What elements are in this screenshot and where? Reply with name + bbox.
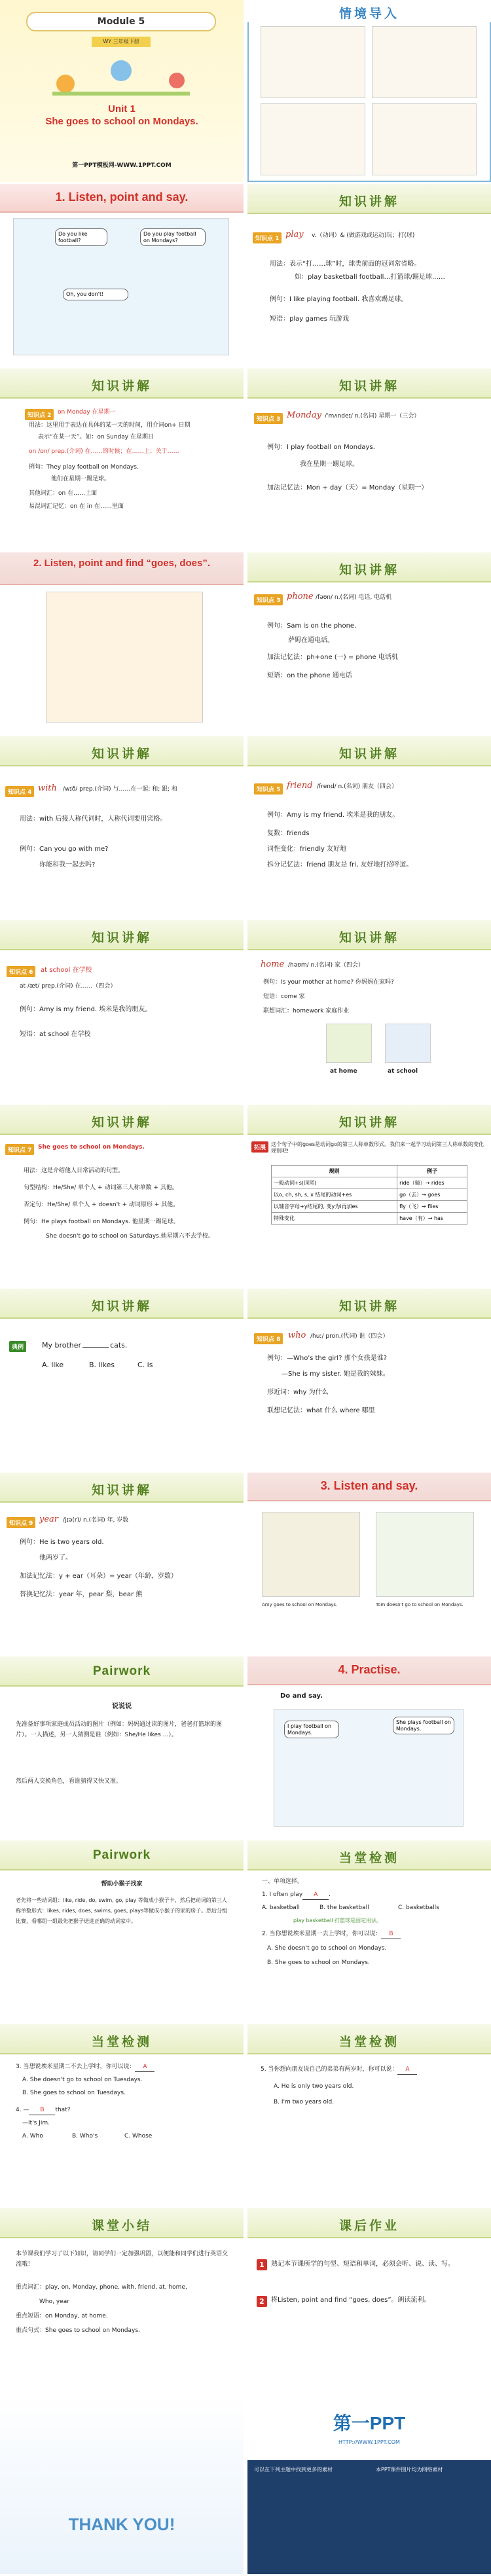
info-right-heading: 本PPT课件图片均为网络素材 bbox=[376, 2467, 443, 2473]
phonetic-definition: /wɪð/ prep.(介词) 与……在一起; 和; 跟; 和 bbox=[63, 786, 178, 793]
q2-option-a[interactable]: A. She doesn't go to school on Mondays. bbox=[267, 1945, 387, 1952]
q1-option-a[interactable]: A. basketball bbox=[262, 1905, 300, 1911]
word-definition: at /æt/ prep.(介词) 在……（四会） bbox=[20, 983, 117, 990]
extension-intro: 这个句子中的goes是动词go的第三人称单数形式。我们来一起学习动词第三人称单数的变化规则吧! bbox=[271, 1141, 484, 1154]
phrase-line: 短语：play games 玩游戏 bbox=[270, 315, 350, 323]
question-2 bbox=[262, 1931, 401, 1939]
caption-amy: Amy goes to school on Mondays. bbox=[262, 1602, 338, 1607]
brand-info-panel bbox=[247, 2460, 491, 2574]
usage-line: 用法：这是介绍他人日常活动的句型。 bbox=[24, 1168, 124, 1174]
example-cell: go（去）→ goes bbox=[397, 1189, 467, 1201]
brand-name: 第一PPT bbox=[333, 2413, 406, 2433]
info-left-heading: 可以在下列主题中找到更多的素材 bbox=[254, 2467, 333, 2473]
slide-title: 2. Listen, point and find “goes, does”. bbox=[33, 558, 210, 569]
option-a[interactable]: A. like bbox=[42, 1361, 64, 1369]
question-text: My brother bbox=[42, 1341, 82, 1350]
slide-title: 知识讲解 bbox=[338, 380, 399, 393]
usage-line: 用法：with 后接人称代词时，人称代词要用宾格。 bbox=[20, 815, 167, 823]
module-title: Module 5 bbox=[26, 12, 216, 31]
q3-option-a[interactable]: A. She doesn't go to school on Tuesdays. bbox=[22, 2077, 143, 2083]
homework-item-1: 熟记本节课所学的句型、短语和单词，必须会听、说、读、写。 bbox=[271, 2261, 454, 2268]
rule-header: 规则 bbox=[272, 1166, 397, 1177]
slide-knowledge-at-school[interactable] bbox=[0, 920, 244, 1102]
speech-bubble-2: Do you play football on Mondays? bbox=[140, 228, 206, 246]
lesson-title: She goes to school on Mondays. bbox=[45, 116, 198, 127]
key-sentence: She goes to school on Mondays. bbox=[38, 1144, 145, 1151]
slide-knowledge-2[interactable] bbox=[0, 368, 244, 550]
slide-knowledge-with[interactable] bbox=[0, 736, 244, 918]
activity-subtitle: 说说说 bbox=[112, 1703, 132, 1710]
negative-line: 否定句：He/She/ 单个人 + doesn't + 动词原形 + 其他。 bbox=[24, 1202, 179, 1208]
key-sentence-line: 重点句式：She goes to school on Mondays. bbox=[16, 2327, 140, 2334]
slide-knowledge-year[interactable] bbox=[0, 1473, 244, 1655]
example-tag: 典例 bbox=[9, 1341, 26, 1352]
phonetic-definition: /jɪə(r)/ n.(名词) 年, 岁数 bbox=[63, 1517, 129, 1524]
slide-title: 知识讲解 bbox=[338, 747, 399, 761]
key-words-line-2: Who, year bbox=[39, 2299, 69, 2305]
memory-tip: 加法记忆法：Mon + day（天）= Monday（星期一） bbox=[267, 484, 428, 492]
q5-option-a[interactable]: A. He is only two years old. bbox=[274, 2083, 354, 2090]
key-word: phone bbox=[287, 592, 314, 601]
slide-knowledge-home[interactable] bbox=[247, 920, 491, 1102]
slide-practise[interactable] bbox=[247, 1656, 491, 1838]
answer-blank[interactable]: A bbox=[135, 2064, 155, 2072]
knowledge-tag: 知识点 4 bbox=[5, 786, 34, 797]
section-heading: 一、单项选择。 bbox=[262, 1878, 304, 1885]
knowledge-tag: 知识点 2 bbox=[25, 409, 54, 420]
slide-lead-in[interactable] bbox=[247, 0, 491, 182]
slide-cover[interactable] bbox=[0, 0, 244, 182]
example-translation: 你能和我一起去吗? bbox=[39, 861, 96, 868]
amy-school-picture bbox=[262, 1512, 360, 1597]
slide-knowledge-who[interactable] bbox=[247, 1289, 491, 1471]
panda-picture-3 bbox=[261, 103, 365, 175]
key-phrase: on Monday 在星期一 bbox=[58, 409, 116, 416]
caption-at-home: at home bbox=[330, 1068, 357, 1075]
slide-pairwork-2[interactable] bbox=[0, 1840, 244, 2022]
example-cell: have（有）→ has bbox=[397, 1213, 467, 1225]
key-word: home bbox=[261, 959, 285, 969]
slide-brand[interactable] bbox=[247, 2392, 491, 2574]
slide-title: 知识讲解 bbox=[338, 1300, 399, 1314]
knowledge-tag: 知识点 8 bbox=[254, 1333, 283, 1344]
rules-table bbox=[271, 1165, 467, 1225]
plural-line: 复数：friends bbox=[267, 830, 310, 837]
homework-item-2: 将Listen, point and find “goes, does”。朗读流利。 bbox=[271, 2297, 431, 2304]
slide-listen-and-say[interactable] bbox=[247, 1473, 491, 1655]
question-text: 1. I often play bbox=[262, 1891, 303, 1898]
slide-title: 3. Listen and say. bbox=[320, 1479, 418, 1492]
example-sentence: 例句：I like playing football. 我喜欢踢足球。 bbox=[270, 296, 408, 303]
slide-summary[interactable] bbox=[0, 2208, 244, 2390]
phonetic-definition: /ˈmʌndeɪ/ n.(名词) 星期一（三会） bbox=[325, 413, 420, 420]
answer-blank[interactable]: B bbox=[381, 1931, 401, 1939]
example-translation: 我在星期一踢足球。 bbox=[300, 461, 359, 468]
activity-instructions: 老先将一些动词组：like, ride, do, swim, go, play 等做成小猴子卡，然后把动词的第三人称单数形式：likes, rides, does, swims, goes, plays等做成小猴子的家的房子。然后分组比赛，看哪组一组最先把猴子送进正确的动词家中。 bbox=[16, 1897, 228, 1924]
slide-title: 课后作业 bbox=[338, 2219, 399, 2233]
phrase-line: 短语：on the phone 通电话 bbox=[267, 672, 352, 679]
example-cell: ride（骑）→ rides bbox=[397, 1177, 467, 1189]
other-vocab: 其他词汇：on 在……上面 bbox=[29, 490, 98, 497]
answer-blank[interactable]: A bbox=[302, 1891, 329, 1900]
option-b[interactable]: B. likes bbox=[89, 1361, 115, 1369]
slide-title: 情境导入 bbox=[338, 7, 399, 21]
example-sentence: 例句：Amy is my friend. 埃米是我的朋友。 bbox=[267, 812, 399, 819]
q4-reply: —It's Jim. bbox=[22, 2120, 50, 2126]
example-translation: 萨姆在通电话。 bbox=[288, 637, 334, 644]
slide-title: 课堂小结 bbox=[91, 2219, 152, 2233]
slide-quiz-2[interactable] bbox=[0, 2024, 244, 2206]
slide-title: 知识讲解 bbox=[338, 564, 399, 577]
knowledge-tag: 知识点 9 bbox=[7, 1517, 35, 1528]
q5-option-b[interactable]: B. I'm two years old. bbox=[274, 2099, 335, 2105]
cover-footer: 第一PPT模板网-WWW.1PPT.COM bbox=[72, 162, 172, 169]
activity-instructions: 先准备好事项家庭成员活动的图片（例如：妈妈通过读的图片，爸爸打篮球的图片）。一人描述，另一人猜测是谁（例如：She/He likes ...）。 bbox=[16, 1721, 223, 1739]
q2-option-b[interactable]: B. She goes to school on Mondays. bbox=[267, 1959, 370, 1966]
usage-line-1: 用法：这里用于表达在具体的某一天的时间，用介词on+ 日期 bbox=[29, 422, 191, 429]
answer-blank[interactable]: B bbox=[29, 2107, 55, 2115]
slide-knowledge-1[interactable] bbox=[247, 184, 491, 366]
key-words-line: 重点词汇：play, on, Monday, phone, with, friend, at, home, bbox=[16, 2284, 187, 2291]
memory-tip: 加法记忆法：y + ear（耳朵）= year（年龄，岁数） bbox=[20, 1573, 177, 1580]
q4-option-a[interactable]: A. Who bbox=[22, 2133, 43, 2139]
tom-home-picture bbox=[376, 1512, 474, 1597]
exercise-question bbox=[42, 1341, 127, 1350]
example-cell: fly（飞）→ flies bbox=[397, 1201, 467, 1213]
example-question: 例句：—Who's the girl? 那个女孩是谁? bbox=[267, 1355, 387, 1362]
question-end: . bbox=[329, 1891, 331, 1898]
key-word: friend bbox=[287, 781, 313, 791]
girl-on-phone-illustration bbox=[46, 592, 203, 723]
homework-number-1: 1 bbox=[257, 2259, 267, 2270]
knowledge-tag: 知识点 1 bbox=[253, 232, 282, 243]
slide-knowledge-3[interactable] bbox=[247, 368, 491, 550]
rule-cell: 特殊变化 bbox=[272, 1213, 397, 1225]
slide-listen-point-say[interactable] bbox=[0, 184, 244, 366]
phonetic-definition: /huː/ pron.(代词) 谁（四会） bbox=[310, 1333, 389, 1340]
phonetic-definition: /fəʊn/ n.(名词) 电话, 电话机 bbox=[316, 594, 392, 601]
slide-title: 知识讲解 bbox=[338, 931, 399, 945]
question-end: cats. bbox=[110, 1341, 128, 1350]
memory-tip: 拆分记忆法：friend 朋友是 fri, 友好地打招呼道。 bbox=[267, 861, 413, 868]
phrase-line: 短语：at school 在学校 bbox=[20, 1031, 91, 1038]
option-c[interactable]: C. is bbox=[137, 1361, 153, 1369]
slide-thank-you[interactable] bbox=[0, 2392, 244, 2574]
slide-title: 知识讲解 bbox=[91, 747, 152, 761]
knowledge-tag: 知识点 5 bbox=[254, 783, 283, 795]
key-phrase: at school 在学校 bbox=[41, 967, 92, 974]
structure-line: 句型结构：He/She/ 单个人 + 动词第三人称单数 + 其他。 bbox=[24, 1185, 178, 1191]
usage-line-2: 表示“在某一天”。如：on Sunday 在星期日 bbox=[38, 434, 154, 440]
memory-tip: 加法记忆法：ph+one (一) = phone 电话机 bbox=[267, 654, 398, 661]
slide-title: 当堂检测 bbox=[91, 2035, 152, 2049]
slide-example-exercise[interactable] bbox=[0, 1289, 244, 1471]
example-sentence: 例句：Is your mother at home? 你妈妈在家吗? bbox=[263, 979, 394, 986]
example-sentence: 例句：Amy is my friend. 埃米是我的朋友。 bbox=[20, 1006, 152, 1013]
extension-tag: 拓展 bbox=[251, 1141, 268, 1153]
similar-word: 形近词：why 为什么 bbox=[267, 1389, 329, 1396]
key-word: Monday bbox=[287, 410, 321, 420]
example-sentence-2: She doesn't go to school on Saturdays.她星期六不去学校。 bbox=[46, 1233, 214, 1240]
example-sentence: 例句：He is two years old. bbox=[20, 1539, 104, 1546]
key-word: with bbox=[38, 783, 57, 793]
slide-title: 当堂检测 bbox=[338, 2035, 399, 2049]
slide-title: 知识讲解 bbox=[91, 380, 152, 393]
caption-at-school: at school bbox=[388, 1068, 418, 1075]
summary-intro: 本节课我们学习了以下知识，请同学们一定加强巩固，以便能和同学们进行英语交流哦！ bbox=[16, 2251, 228, 2268]
panda-picture-2 bbox=[372, 26, 477, 98]
slide-knowledge-phone[interactable] bbox=[247, 552, 491, 734]
phonetic-definition: /həʊm/ n.(名词) 家（四会） bbox=[288, 962, 364, 969]
knowledge-tag: 知识点 6 bbox=[7, 966, 35, 977]
slide-title: 知识讲解 bbox=[91, 1300, 152, 1314]
usage-line: 用法：表示“打……球”时，球类前面的冠词常省略。 bbox=[270, 260, 421, 268]
key-phrases-line: 重点短语：on Monday, at home. bbox=[16, 2313, 108, 2319]
example-translation: 他们在星期一踢足球。 bbox=[51, 476, 111, 482]
question-text: 4. — bbox=[16, 2107, 29, 2113]
panda-picture-4 bbox=[372, 103, 477, 175]
homework-number-2: 2 bbox=[257, 2296, 267, 2307]
slide-title: 知识讲解 bbox=[338, 1116, 399, 1130]
panda-picture-1 bbox=[261, 26, 365, 98]
q1-option-c[interactable]: C. basketballs bbox=[398, 1905, 439, 1911]
question-text: 5. 当你想向朋友说自己的弟弟有两岁时，你可以说： bbox=[261, 2066, 398, 2073]
answer-blank[interactable] bbox=[82, 1347, 109, 1348]
example-sentence: 例句：I play football on Mondays. bbox=[267, 444, 375, 451]
caption-tom: Tom doesn't go to school on Mondays. bbox=[376, 1602, 464, 1607]
slide-title: 知识讲解 bbox=[91, 931, 152, 945]
slide-title: 1. Listen, point and say. bbox=[55, 190, 189, 204]
slide-pairwork-1[interactable] bbox=[0, 1656, 244, 1838]
knowledge-tag: 知识点 7 bbox=[5, 1144, 34, 1155]
slide-quiz-3[interactable] bbox=[247, 2024, 491, 2206]
word-definition: v.（动词）& (做游戏或运动)玩；打(球) bbox=[312, 232, 415, 239]
usage-example: 如：play basketball football…打篮球/踢足球…… bbox=[295, 274, 445, 281]
slide-title: 当堂检测 bbox=[338, 1851, 399, 1865]
question-4 bbox=[16, 2107, 71, 2115]
associate-line: 联想词汇：homework 家庭作业 bbox=[263, 1008, 350, 1014]
activity-subtitle: 帮助小猴子找家 bbox=[101, 1881, 143, 1887]
word-change-line: 词性变化：friendly 友好地 bbox=[267, 846, 347, 853]
home-picture bbox=[326, 1024, 372, 1063]
slide-knowledge-friend[interactable] bbox=[247, 736, 491, 918]
knowledge-tag: 知识点 3 bbox=[254, 594, 283, 605]
slide-title: 4. Practise. bbox=[338, 1663, 401, 1676]
example-answer: —She is my sister. 她是我的妹妹。 bbox=[282, 1370, 390, 1378]
slide-title: 知识讲解 bbox=[338, 195, 399, 209]
school-picture bbox=[385, 1024, 431, 1063]
key-word: play bbox=[285, 230, 304, 240]
answer-blank[interactable]: A bbox=[397, 2066, 417, 2075]
thank-you-text: THANK YOU! bbox=[68, 2514, 175, 2534]
speech-bubble-3: Oh, you don't! bbox=[63, 289, 128, 300]
slide-homework[interactable] bbox=[247, 2208, 491, 2390]
slide-quiz-1[interactable] bbox=[247, 1840, 491, 2022]
key-word: year bbox=[39, 1514, 59, 1524]
slide-title: 知识讲解 bbox=[91, 1116, 152, 1130]
associate-line: 联想记忆法：what 什么 where 哪里 bbox=[267, 1407, 375, 1414]
confusable-vocab: 易混词汇记忆：on 在 in 在……里面 bbox=[29, 503, 124, 510]
example-translation: 他两岁了。 bbox=[39, 1554, 72, 1562]
slide-title: Pairwork bbox=[92, 1664, 151, 1678]
activity-instructions-2: 然后两人交换角色，看谁猜得又快又准。 bbox=[16, 1778, 122, 1785]
key-word: who bbox=[288, 1331, 306, 1340]
slide-listen-find-goes-does[interactable] bbox=[0, 552, 244, 734]
question-text: 2. 当你想说埃米星期一去上学时，你可以说： bbox=[262, 1931, 382, 1937]
slide-title: Pairwork bbox=[92, 1848, 151, 1862]
question-3 bbox=[16, 2064, 155, 2072]
speech-bubble-2: She plays football on Mondays. bbox=[393, 1717, 454, 1734]
knowledge-tag: 知识点 3 bbox=[254, 413, 283, 424]
phrase-line: 短语：come 家 bbox=[263, 993, 305, 1000]
slide-knowledge-sentence[interactable] bbox=[0, 1105, 244, 1287]
cover-flowers-illustration bbox=[39, 51, 203, 97]
slide-title: 知识讲解 bbox=[91, 1484, 152, 1497]
example-header: 例子 bbox=[397, 1166, 467, 1177]
q3-option-b[interactable]: B. She goes to school on Tuesdays. bbox=[22, 2090, 126, 2096]
slide-knowledge-extension[interactable] bbox=[247, 1105, 491, 1287]
q4-option-c[interactable]: C. Whose bbox=[124, 2133, 153, 2139]
replace-tip: 替换记忆法：year 年，pear 梨，bear 熊 bbox=[20, 1591, 143, 1598]
speech-bubble-1: Do you like football? bbox=[55, 228, 107, 246]
question-1 bbox=[262, 1891, 331, 1900]
example-sentence-1: 例句：He plays football on Mondays. 他星期一踢足球。 bbox=[24, 1219, 179, 1225]
answer-hint: play basketball 打篮球是固定用法。 bbox=[293, 1918, 382, 1923]
phonetic-definition: /frend/ n.(名词) 朋友（四会） bbox=[317, 783, 397, 790]
rule-cell: 以o, ch, sh, s, x 结尾的动词+es bbox=[272, 1189, 397, 1201]
brand-url[interactable]: HTTP://WWW.1PPT.COM bbox=[338, 2439, 400, 2445]
question-5 bbox=[261, 2066, 417, 2075]
example-sentence: 例句：Can you go with me? bbox=[20, 846, 109, 853]
example-sentence: 例句：Sam is on the phone. bbox=[267, 622, 357, 630]
q1-option-b[interactable]: B. the basketball bbox=[319, 1905, 369, 1911]
speech-bubble-1: I play football on Mondays. bbox=[284, 1721, 339, 1738]
example-sentence: 例句：They play football on Mondays. bbox=[29, 464, 139, 471]
question-end: that? bbox=[55, 2107, 71, 2113]
q4-option-b[interactable]: B. Who's bbox=[72, 2133, 98, 2139]
unit-label: Unit 1 bbox=[108, 103, 136, 115]
word-definition: on /ɒn/ prep.(介词) 在……的时候；在……上；关于…… bbox=[29, 448, 179, 455]
practise-subtitle: Do and say. bbox=[280, 1692, 323, 1700]
question-text: 3. 当想说埃米星期二不去上学时，你可以说： bbox=[16, 2064, 136, 2070]
rule-cell: 一般动词+s(词尾) bbox=[272, 1177, 397, 1189]
rule-cell: 以辅音字母+y结尾的, 变y为i再加es bbox=[272, 1201, 397, 1213]
grade-label: WY 三年级下册 bbox=[92, 37, 151, 47]
